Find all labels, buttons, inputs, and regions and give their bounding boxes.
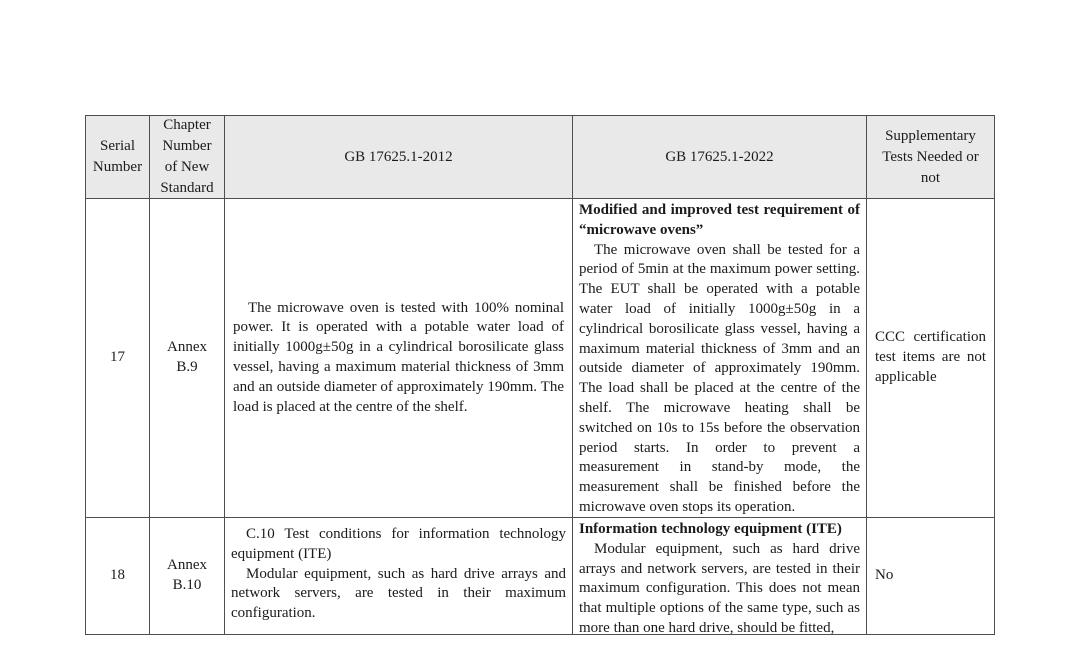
gb2022-cell (573, 199, 867, 517)
gb2012-paragraph: The microwave oven is tested with 100% nominal power. It is operated with a potable water load of initially 1000g±50g in a cylindrical borosilicate glass vessel, having a maximum material thickness of 3mm and an outside diameter of approximately 190mm. The load is placed at the centre of the shelf. (233, 299, 564, 415)
gb2012-paragraph-2: Modular equipment, such as hard drive arrays and network servers, are tested in their maximum configuration. (231, 565, 566, 622)
table-row-17 (86, 199, 994, 518)
chapter-number-cell: Annex B.10 (150, 518, 225, 634)
supplementary-tests-text: No (875, 567, 894, 584)
supplementary-tests-cell (867, 518, 994, 634)
gb2012-paragraph-1: C.10 Test conditions for information technology equipment (ITE) (231, 526, 566, 562)
serial-number-cell: 18 (86, 518, 150, 634)
supplementary-tests-cell (867, 199, 994, 517)
column-header-serial-number: Serial Number (86, 116, 150, 198)
gb2022-heading: Modified and improved test requirement of “microwave ovens” (579, 202, 860, 238)
column-header-chapter-number: Chapter Number of New Standard (150, 116, 225, 198)
gb2022-cell (573, 518, 867, 634)
serial-number-cell: 17 (86, 199, 150, 517)
standards-comparison-table (85, 115, 995, 635)
table-row-18 (86, 518, 994, 634)
chapter-number-cell: Annex B.9 (150, 199, 225, 517)
gb2012-cell (225, 199, 573, 517)
gb2022-heading: Information technology equipment (ITE) (579, 521, 842, 537)
column-header-gb-17625-1-2022: GB 17625.1-2022 (573, 116, 867, 198)
column-header-gb-17625-1-2012: GB 17625.1-2012 (225, 116, 573, 198)
gb2012-cell (225, 518, 573, 634)
table-header-row (86, 116, 994, 199)
supplementary-tests-text: CCC certification test items are not applicable (875, 329, 986, 385)
gb2022-paragraph: Modular equipment, such as hard drive arrays and network servers, are tested in their maximum configuration. This does not mean that multiple options of the same type, such as more than one hard drive, should be fitted, (579, 540, 860, 634)
gb2022-paragraph: The microwave oven shall be tested for a period of 5min at the maximum power setting. The EUT shall be operated with a potable water load of initially 1000g±50g in a cylindrical borosilicate glass vessel, having a maximum material thickness of 3mm and an outside diameter of approximately 190mm. The load shall be placed at the centre of the shelf. The microwave heating shall be switched on 10s to 15s before the observation period starts. In order to prevent a measurement in stand-by mode, the measurement shall be finished before the microwave oven stops its operation. (579, 241, 860, 515)
column-header-supplementary-tests: Supplementary Tests Needed or not (882, 127, 979, 186)
